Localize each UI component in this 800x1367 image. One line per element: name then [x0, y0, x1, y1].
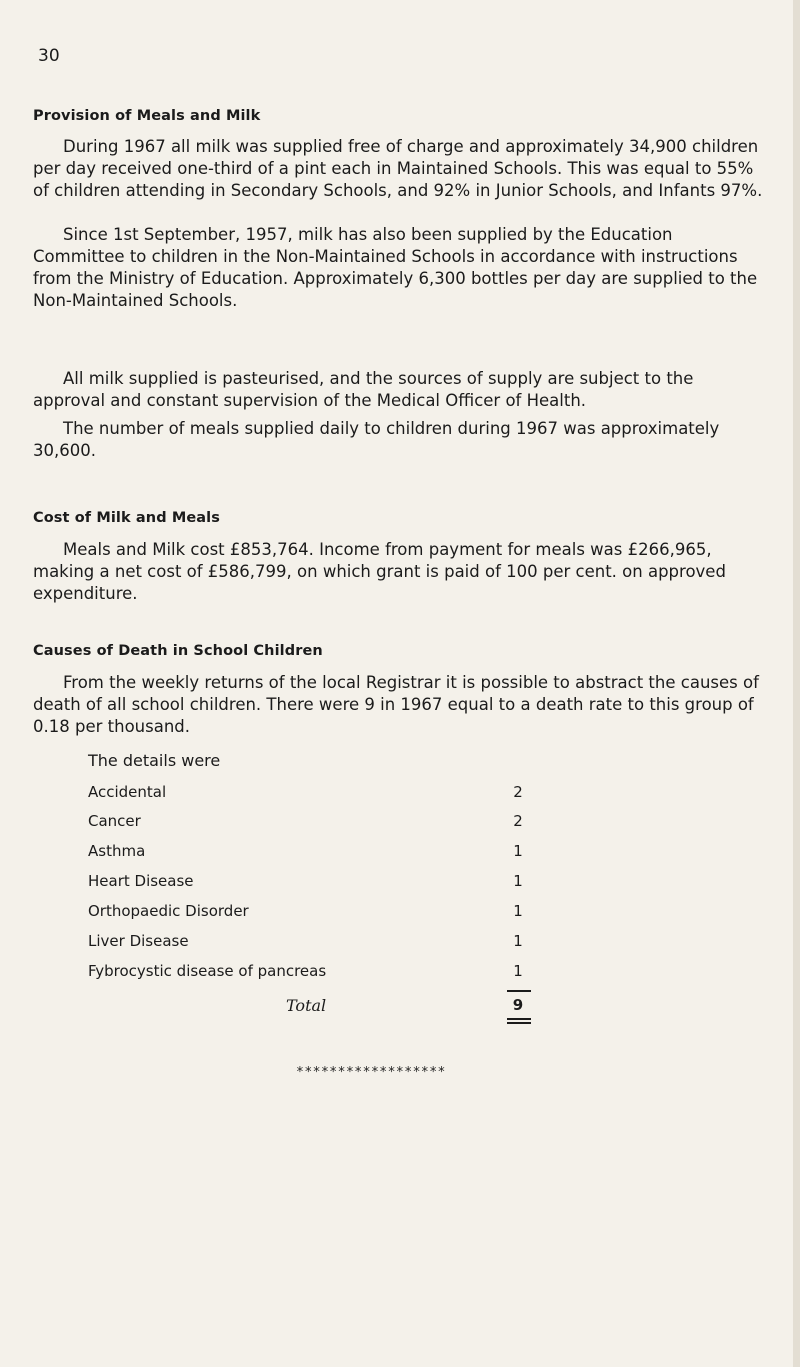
- heading-cost: Cost of Milk and Meals: [33, 510, 220, 526]
- total-row: [88, 996, 528, 1020]
- paragraph-non-maintained: Since 1st September, 1957, milk has also been supplied by the Education Committee to children in the Non-Maintained Schools in accordance with instructions from the Ministry of Education. Approximately 6,300 bottles per day are supplied to the Non-Maintained Schools.: [33, 225, 758, 310]
- cause-label: Orthopaedic Disorder: [88, 902, 249, 920]
- cause-count: 1: [513, 842, 523, 860]
- paragraph-pasteurised: All milk supplied is pasteurised, and the sources of supply are subject to the approval and constant supervision of the Medical Officer of Health.: [33, 369, 694, 410]
- table-row: [88, 932, 528, 954]
- total-rule-bottom-1: [507, 1018, 531, 1020]
- heading-meals-milk: Provision of Meals and Milk: [33, 108, 261, 124]
- section-divider-stars: ******************: [296, 1065, 446, 1080]
- table-row: [88, 812, 528, 834]
- cause-count: 1: [513, 932, 523, 950]
- total-rule-top: [507, 990, 531, 992]
- total-value: 9: [512, 996, 524, 1014]
- page-edge: [793, 0, 800, 1367]
- heading-causes-of-death: Causes of Death in School Children: [33, 643, 323, 659]
- total-label: Total: [286, 996, 327, 1015]
- cause-count: 1: [513, 962, 523, 980]
- paragraph-milk-supply: During 1967 all milk was supplied free of charge and approximately 34,900 children per day received one-third of a pint each in Maintained Schools. This was equal to 55% of children attending in Secondary Schools, and 92% in Junior Schools, and Infants 97%.: [33, 137, 763, 200]
- table-row: [88, 902, 528, 924]
- paragraph-death-returns: From the weekly returns of the local Registrar it is possible to abstract the causes of death of all school children. There were 9 in 1967 equal to a death rate to this group of 0.18 per thousand.: [33, 673, 759, 736]
- table-row: [88, 962, 528, 984]
- paragraph-cost: Meals and Milk cost £853,764. Income from payment for meals was £266,965, making a net cost of £586,799, on which grant is paid of 100 per cent. on approved expenditure.: [33, 540, 726, 603]
- total-rule-bottom-2: [507, 1022, 531, 1024]
- cause-count: 2: [513, 812, 523, 830]
- cause-label: Asthma: [88, 842, 146, 860]
- cause-label: Fybrocystic disease of pancreas: [88, 962, 327, 980]
- table-row: [88, 783, 528, 805]
- cause-label: Accidental: [88, 783, 167, 801]
- page-number: 30: [38, 46, 60, 66]
- cause-label: Heart Disease: [88, 872, 194, 890]
- cause-count: 1: [513, 902, 523, 920]
- paragraph-meals-daily: The number of meals supplied daily to children during 1967 was approximately 30,600.: [33, 419, 720, 460]
- cause-label: Liver Disease: [88, 932, 189, 950]
- cause-label: Cancer: [88, 812, 141, 830]
- cause-count: 2: [513, 783, 523, 801]
- table-row: [88, 872, 528, 894]
- details-intro: The details were: [88, 751, 221, 770]
- cause-count: 1: [513, 872, 523, 890]
- table-row: [88, 842, 528, 864]
